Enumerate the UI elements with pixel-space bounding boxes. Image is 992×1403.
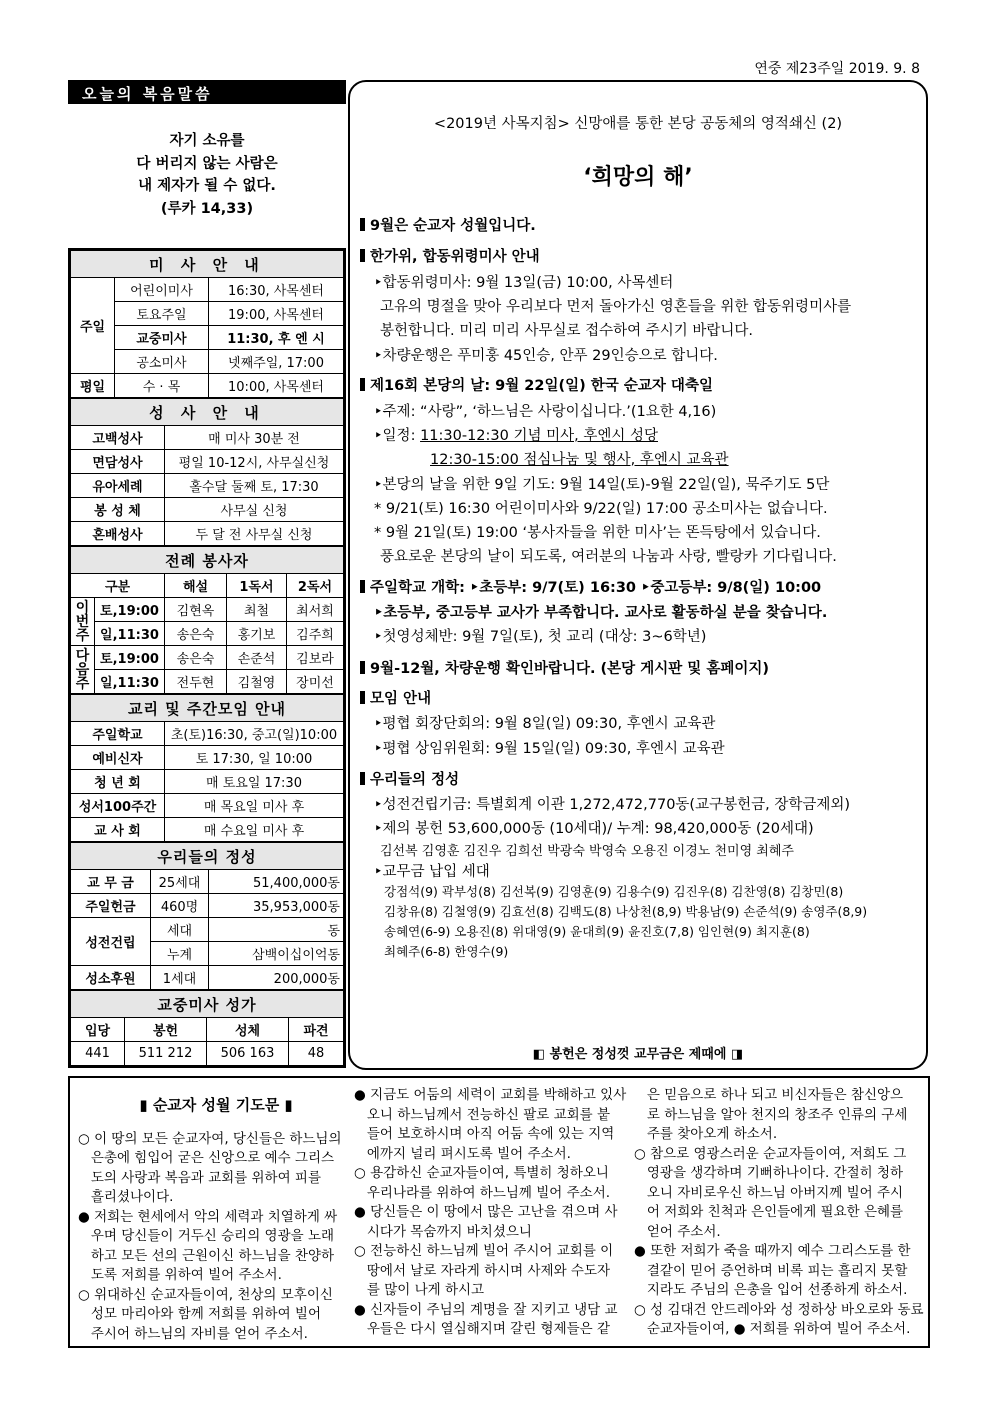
- prayer-line: 우리나라를 위하여 하느님께 빌어 주소서.: [354, 1184, 611, 1201]
- gospel-reference: (루카 14,33): [160, 200, 254, 217]
- offering-count: 460명: [151, 894, 209, 918]
- announcement-item: [360, 424, 658, 445]
- announcement-heading: 모임 안내: [360, 687, 431, 708]
- prayer-line: ● 당신들은 이 땅에서 많은 고난을 겪으며 사: [354, 1204, 618, 1220]
- meeting-name: 교 사 회: [71, 818, 165, 842]
- announcement-item: ‣제의 봉헌 53,600,000동 (10세대)/ 누계: 98,420,000동 (20세대): [374, 821, 814, 837]
- announcement-heading: 9월-12월, 차량운행 확인바랍니다. (본당 게시판 및 홈페이지): [360, 657, 769, 678]
- announcement-item: ‣평협 상임위원회: 9월 15일(일) 09:30, 후엔시 교육관: [374, 741, 725, 757]
- hymn-number: 48: [289, 1042, 344, 1066]
- mass-name: 토요주일: [115, 302, 209, 326]
- server-name: 김철영: [227, 670, 287, 694]
- gospel-line: 다 버리지 않는 사람은: [136, 155, 278, 172]
- prayer-line: 은 믿음으로 하나 되고 비신자들은 참신앙으: [634, 1087, 904, 1103]
- sacrament-info: 두 달 전 사무실 신청: [165, 522, 344, 546]
- prayer-line: ○ 성 김대건 안드레아와 성 정하상 바오로와 동료: [634, 1301, 924, 1318]
- server-slot: 일,11:30: [95, 622, 165, 646]
- prayer-column-2: [354, 1086, 630, 1340]
- offering-slogan: ◧ 봉헌은 정성껏 교무금은 제때에 ◨: [532, 1047, 744, 1062]
- offering-name: 주일헌금: [71, 894, 151, 918]
- meeting-time: 매 수요일 미사 후: [165, 818, 344, 842]
- prayer-line: 도의 사랑과 복음과 교회를 위하여 피를: [78, 1169, 321, 1186]
- schedule-mass: 11:30-12:30 기념 미사, 후엔시 성당: [420, 428, 658, 444]
- gospel-line: 자기 소유를: [169, 133, 245, 149]
- server-name: 김주희: [287, 622, 344, 646]
- meeting-time: 매 토요일 17:30: [165, 770, 344, 794]
- donor-names: 송혜연(6-9) 오용진(8) 위대영(9) 윤대희(9) 윤진호(7,8) 임인현(9) 최지훈(8): [384, 924, 810, 939]
- prayer-line: ○ 전능하신 하느님께 빌어 주시어 교회를 이: [354, 1243, 614, 1259]
- servers-title: 전례 봉사자: [71, 547, 344, 574]
- mass-time: 16:30, 사목센터: [209, 278, 344, 302]
- prayer-line: 지라도 주님의 은총을 입어 선종하게 하소서.: [634, 1282, 908, 1298]
- donor-names: 김선복 김영훈 김진우 김희선 박광숙 박영숙 오용진 이경노 천미영 최혜주: [380, 844, 794, 859]
- prayer-line: 은총에 힘입어 굳은 신앙으로 예수 그리스: [78, 1150, 335, 1166]
- donor-names: 강점석(9) 곽부성(8) 김선복(9) 김영훈(9) 김용수(9) 김진우(8) 김찬영(8) 김창민(8): [384, 884, 844, 899]
- hymn-number: 441: [71, 1042, 125, 1066]
- announcement-item: ‣주제: “사랑”, ‘하느님은 사랑이십니다.’(1요한 4,16): [374, 404, 717, 420]
- announcement-text: 고유의 명절을 맞아 우리보다 먼저 돌아가신 영혼들을 위한 합동위령미사를: [380, 299, 852, 315]
- prayer-title-text: 순교자 성월 기도문: [152, 1096, 280, 1114]
- sacraments-table: [70, 398, 344, 546]
- announcement-heading: 한가위, 합동위령미사 안내: [360, 245, 540, 266]
- prayer-line: 들어 보호하시며 아직 어둠 속에 있는 지역: [354, 1126, 615, 1142]
- offering-count: 1세대: [151, 966, 209, 990]
- meeting-time: 매 목요일 미사 후: [165, 794, 344, 818]
- sacrament-name: 고백성사: [71, 426, 165, 450]
- server-name: 홍기보: [227, 622, 287, 646]
- hymn-header: 봉헌: [125, 1018, 207, 1042]
- hymn-header: 성체: [207, 1018, 289, 1042]
- mass-name: 교중미사: [115, 326, 209, 350]
- weekday-label: 평일: [71, 374, 115, 398]
- prayer-line: ● 지금도 어둠의 세력이 교회를 박해하고 있사: [354, 1087, 627, 1103]
- martyrs-prayer-box: [68, 1076, 930, 1348]
- prayer-line: 오니 자비로우신 하느님 아버지께 빌어 주시: [634, 1184, 904, 1201]
- meetings-title: 교리 및 주간모임 안내: [71, 695, 344, 722]
- hymn-header: 파견: [289, 1018, 344, 1042]
- sacrament-info: 홀수달 둘째 토, 17:30: [165, 474, 344, 498]
- building-fund-label: 성전건립: [71, 918, 151, 966]
- announcement-heading: 제16회 본당의 날: 9월 22일(일) 한국 순교자 대축일: [360, 374, 713, 395]
- bulletin-date: 연중 제23주일 2019. 9. 8: [754, 61, 920, 77]
- announcement-note: * 9/21(토) 16:30 어린이미사와 9/22(일) 17:00 공소미사는 없습니다.: [374, 501, 828, 517]
- meeting-time: 초(토)16:30, 중고(일)10:00: [165, 722, 344, 746]
- prayer-line: ○ 위대하신 순교자들이여, 천상의 모후이신: [78, 1286, 333, 1303]
- offering-amount: 삼백이십이억동: [209, 942, 344, 966]
- offering-amount: 동: [209, 918, 344, 942]
- meeting-name: 예비신자: [71, 746, 165, 770]
- prayer-line: 성모 마리아와 함께 저희를 위하여 빌어: [78, 1306, 321, 1322]
- offering-amount: 51,400,000동: [209, 870, 344, 894]
- schedule-label: ‣일정:: [374, 428, 421, 444]
- prayer-line: 우며 당신들이 거두신 승리의 영광을 노래: [78, 1228, 335, 1244]
- prayer-line: 결같이 믿어 증언하며 비록 피는 흘리지 못할: [634, 1262, 908, 1279]
- offering-count: 누계: [151, 942, 209, 966]
- server-slot: 일,11:30: [95, 670, 165, 694]
- meeting-name: 주일학교: [71, 722, 165, 746]
- announcement-item: ‣교무금 납입 세대: [374, 864, 490, 880]
- announcement-heading: 주일학교 개학: ‣초등부: 9/7(토) 16:30 ‣중고등부: 9/8(일) 10:00: [360, 576, 821, 597]
- mass-name: 수 · 목: [115, 374, 209, 398]
- announcements-panel: [348, 80, 928, 1070]
- prayer-line: ○ 용감하신 순교자들이여, 특별히 청하오니: [354, 1165, 609, 1181]
- gospel-line: 내 제자가 될 수 없다.: [138, 178, 276, 194]
- announcement-heading: 9월은 순교자 성월입니다.: [360, 214, 536, 235]
- server-name: 전두현: [165, 670, 227, 694]
- announcement-item: ‣첫영성체반: 9월 7일(토), 첫 교리 (대상: 3~6학년): [374, 629, 707, 645]
- donor-names: 최혜주(6-8) 한영수(9): [384, 944, 509, 959]
- sacrament-info: 평일 10-12시, 사무실신청: [165, 450, 344, 474]
- pastoral-guideline: <2019년 사목지침> 신망애를 통한 본당 공동체의 영적쇄신 (2): [433, 116, 843, 132]
- prayer-title: ▮ 순교자 성월 기도문 ▮: [139, 1096, 293, 1114]
- hymns-title: 교중미사 성가: [71, 991, 344, 1018]
- hymn-header: 입당: [71, 1018, 125, 1042]
- prayer-column-3: [634, 1086, 926, 1340]
- mass-time: 19:00, 사목센터: [209, 302, 344, 326]
- prayer-line: 로 하느님을 알아 천지의 창조주 인류의 구세: [634, 1106, 908, 1123]
- announcement-item: ‣성전건립기금: 특별회계 이관 1,272,472,770동(교구봉헌금, 장학금제외): [374, 797, 851, 813]
- sacrament-name: 면담성사: [71, 450, 165, 474]
- announcement-text: 풍요로운 본당의 날이 되도록, 여러분의 나눔과 사랑, 빨랑카 기다립니다.: [380, 549, 837, 565]
- prayer-line: ● 저희는 현세에서 악의 세력과 치열하게 싸: [78, 1208, 338, 1225]
- announcement-item: ‣차량운행은 푸미훙 45인승, 안푸 29인승으로 합니다.: [374, 348, 718, 364]
- prayer-line: 에까지 널리 펴시도록 빌어 주소서.: [354, 1145, 571, 1162]
- server-name: 장미선: [287, 670, 344, 694]
- sacrament-info: 매 미사 30분 전: [165, 426, 344, 450]
- prayer-line: 주시어 하느님의 자비를 얻어 주소서.: [78, 1325, 308, 1342]
- prayer-line: 영광을 생각하며 기뻐하나이다. 간절히 청하: [634, 1165, 904, 1181]
- gospel-header: 오늘의 복음말씀: [68, 80, 346, 104]
- prayer-line: ○ 이 땅의 모든 순교자여, 당신들은 하느님의: [78, 1130, 342, 1147]
- sacrament-name: 유아세례: [71, 474, 165, 498]
- mass-time: 11:30, 후 엔 시: [209, 326, 344, 350]
- announcement-text: 봉헌합니다. 미리 미리 사무실로 접수하여 주시기 바랍니다.: [380, 323, 754, 339]
- sacrament-name: 혼배성사: [71, 522, 165, 546]
- servers-header: 1독서: [227, 574, 287, 598]
- year-theme-title: ‘희망의 해’: [583, 165, 693, 190]
- mass-name: 공소미사: [115, 350, 209, 374]
- offering-amount: 35,953,000동: [209, 894, 344, 918]
- liturgy-servers-table: [70, 546, 344, 694]
- prayer-line: 순교자들이여, ● 저희를 위하여 빌어 주소서.: [634, 1321, 911, 1337]
- sacrament-info: 사무실 신청: [165, 498, 344, 522]
- meeting-time: 토 17:30, 일 10:00: [165, 746, 344, 770]
- mass-schedule-table: [70, 250, 344, 398]
- prayer-line: 를 많이 나게 하시고: [354, 1282, 485, 1298]
- announcement-note: * 9월 21일(토) 19:00 ‘봉사자들을 위한 미사’는 똔득탕에서 있습니다.: [374, 525, 821, 541]
- server-name: 송은숙: [165, 622, 227, 646]
- schedule-lunch: 12:30-15:00 점심나눔 및 행사, 후엔시 교육관: [430, 452, 729, 468]
- offering-count: 세대: [151, 918, 209, 942]
- prayer-line: 얻어 주소서.: [634, 1223, 721, 1240]
- mass-time: 10:00, 사목센터: [209, 374, 344, 398]
- offering-title: 우리들의 정성: [71, 843, 344, 870]
- prayer-line: 오니 하느님께서 전능하신 팔로 교회를 붙: [354, 1106, 611, 1123]
- prayer-line: 주를 찾아오게 하소서.: [634, 1126, 778, 1142]
- server-name: 김현옥: [165, 598, 227, 622]
- servers-header: 2독서: [287, 574, 344, 598]
- announcement-item: ‣평협 회장단회의: 9월 8일(일) 09:30, 후엔시 교육관: [374, 716, 716, 732]
- hymn-number: 511 212: [125, 1042, 207, 1066]
- offering-count: 25세대: [151, 870, 209, 894]
- mass-schedule-title: 미 사 안 내: [71, 251, 344, 278]
- prayer-column-1: [78, 1086, 354, 1344]
- announcement-item: ‣초등부, 중고등부 교사가 부족합니다. 교사로 활동하실 분을 찾습니다.: [374, 605, 828, 621]
- server-name: 김보라: [287, 646, 344, 670]
- mass-time: 넷째주일, 17:00: [209, 350, 344, 374]
- prayer-line: 하고 모든 선의 근원이신 하느님을 찬양하: [78, 1247, 335, 1264]
- servers-header: 해설: [165, 574, 227, 598]
- announcement-item: ‣본당의 날을 위한 9일 기도: 9월 14일(토)-9월 22일(일), 묵주기도 5단: [374, 477, 830, 493]
- sacraments-title: 성 사 안 내: [71, 399, 344, 426]
- prayer-line: ● 또한 저희가 죽을 때까지 예수 그리스도를 한: [634, 1243, 911, 1259]
- prayer-line: 흘리셨나이다.: [78, 1189, 174, 1205]
- server-name: 손준석: [227, 646, 287, 670]
- server-name: 송은숙: [165, 646, 227, 670]
- offering-name: 교 무 금: [71, 870, 151, 894]
- prayer-line: 우들은 다시 열심해지며 갈린 형제들은 같: [354, 1321, 611, 1337]
- next-week-label: 다음주: [71, 646, 95, 694]
- mass-name: 어린이미사: [115, 278, 209, 302]
- servers-header: 구분: [71, 574, 165, 598]
- meetings-table: [70, 694, 344, 842]
- prayer-line: 시다가 목숨까지 바치셨으니: [354, 1223, 532, 1240]
- server-name: 최서희: [287, 598, 344, 622]
- prayer-line: ○ 참으로 영광스러운 순교자들이여, 저희도 그: [634, 1145, 907, 1162]
- announcement-heading: 우리들의 정성: [360, 768, 459, 789]
- prayer-line: 도록 저희를 위하여 빌어 주소서.: [78, 1267, 282, 1283]
- sunday-label: 주일: [71, 278, 115, 374]
- hymns-table: [70, 990, 344, 1066]
- info-sidebar: [68, 248, 346, 1068]
- meeting-name: 성서100주간: [71, 794, 165, 818]
- server-name: 최철: [227, 598, 287, 622]
- server-slot: 토,19:00: [95, 646, 165, 670]
- prayer-line: ● 신자들이 주님의 계명을 잘 지키고 냉담 교: [354, 1301, 618, 1318]
- prayer-line: 땅에서 날로 자라게 하시며 사제와 수도자: [354, 1262, 611, 1279]
- hymn-number: 506 163: [207, 1042, 289, 1066]
- server-slot: 토,19:00: [95, 598, 165, 622]
- prayer-line: 어 저희와 친척과 은인들에게 필요한 은혜를: [634, 1204, 904, 1220]
- gospel-verse: [68, 130, 346, 220]
- announcement-item: ‣합동위령미사: 9월 13일(금) 10:00, 사목센터: [374, 275, 674, 291]
- sacrament-name: 봉 성 체: [71, 498, 165, 522]
- this-week-label: 이번주: [71, 598, 95, 646]
- offering-name: 성소후원: [71, 966, 151, 990]
- offering-amount: 200,000동: [209, 966, 344, 990]
- donor-names: 김창유(8) 김철영(9) 김효선(8) 김백도(8) 나상천(8,9) 박용남(9) 손준석(9) 송영주(8,9): [384, 904, 868, 919]
- offering-table: [70, 842, 344, 990]
- meeting-name: 청 년 회: [71, 770, 165, 794]
